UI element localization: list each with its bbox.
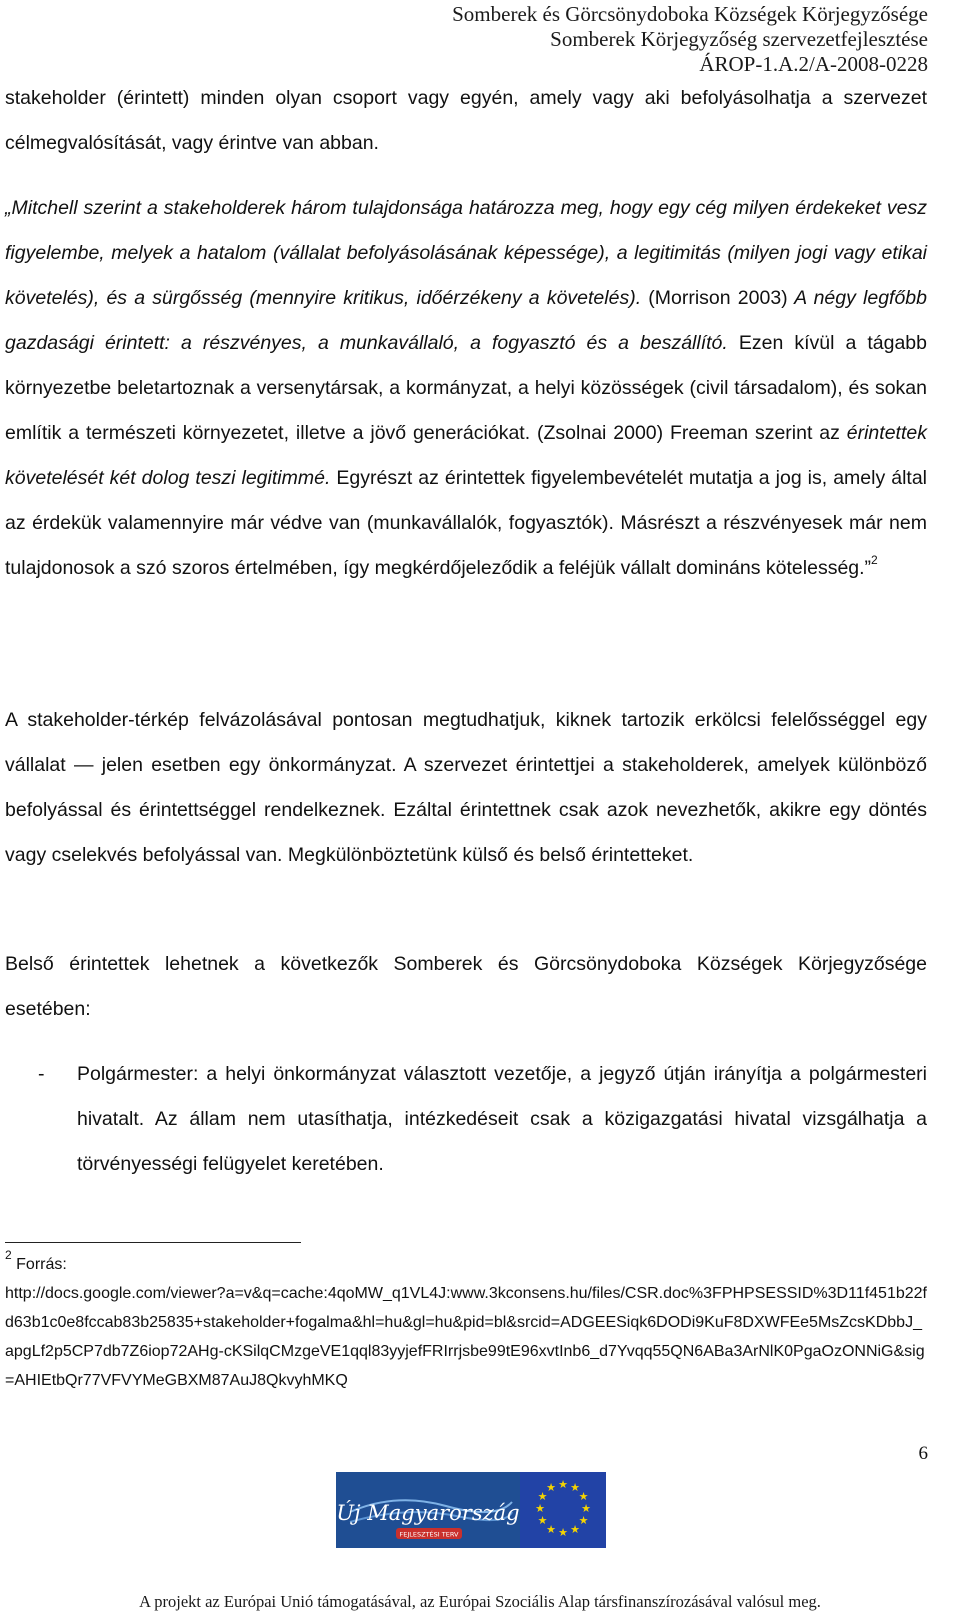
footnote (5, 1250, 930, 1395)
svg-text:★: ★ (570, 1481, 580, 1494)
uj-magyarorszag-logo-text: Új Magyarország (336, 1501, 520, 1525)
quote-paragraph (5, 186, 927, 591)
svg-text:★: ★ (578, 1490, 589, 1503)
svg-text:★: ★ (546, 1523, 556, 1536)
uj-magyarorszag-logo-subtext: FEJLESZTÉSI TERV (399, 1530, 459, 1539)
quote-part-c: A négy legfőbb gazdasági érintett: a részvényes, a munkavállaló, a fogyasztó és a beszállító. (5, 287, 927, 354)
footnote-number: 2 (5, 1248, 12, 1262)
page-footer: A projekt az Európai Unió támogatásával, az Európai Szociális Alap társfinanszírozásával valósul meg. (139, 1592, 821, 1611)
quote-part-g: Egyrészt az érintettek figyelembevételét mutatja a jog is, amely által az érdekük valamennyire már védve van (munkavállalók, fogyasztók). Másrészt a részvényesek már nem tulajdonosok a szó szoros értelmében, így megkérdőjeleződik a feléjük vállalt domináns kötelesség.” (5, 467, 927, 579)
bullet-marker: - (38, 1063, 45, 1085)
stakeholder-map-paragraph: A stakeholder-térkép felvázolásával pontosan megtudhatjuk, kiknek tartozik erkölcsi felelősséggel egy vállalat — jelen esetben egy önkormányzat. A szervezet érintettjei a stakeholderek, amelyek különböző befolyással és érintettséggel rendelkeznek. Ezáltal érintettnek csak azok nevezhetők, akikre egy döntés vagy cselekvés befolyással van. Megkülönböztetünk külső és belső érintetteket. (5, 709, 927, 866)
uj-magyarorszag-mark (336, 1472, 520, 1548)
bullet-item-polgarmester: Polgármester: a helyi önkormányzat választott vezetője, a jegyző útján irányítja a polgármesteri hivatalt. Az állam nem utasíthatja, intézkedéseit csak a közigazgatási hivatal vizsgálhatja a törvényességi felügyelet keretében. (77, 1063, 927, 1175)
svg-text:★: ★ (581, 1502, 591, 1515)
footnote-separator (5, 1242, 301, 1243)
uj-magyarorszag-logo (336, 1472, 520, 1548)
quote-part-d: Ezen kívül a tágabb környezetbe beletartoznak a versenytársak, a kormányzat, a helyi közösségek (civil társadalom), és sokan említik a természeti környezetet, illetve a jövő generációkat. (5, 332, 927, 444)
funding-logos (336, 1472, 606, 1548)
svg-text:★: ★ (546, 1481, 556, 1494)
footnote-label: Forrás: (16, 1256, 67, 1273)
svg-text:★: ★ (537, 1514, 548, 1527)
citation-zsolnai: (Zsolnai 2000) Freeman szerint az (537, 422, 840, 444)
eu-flag-logo (520, 1472, 606, 1548)
svg-text:★: ★ (535, 1502, 545, 1515)
header-line-3: ÁROP-1.A.2/A-2008-0228 (699, 52, 928, 76)
footnote-reference: 2 (871, 553, 878, 567)
header-line-2: Somberek Körjegyzőség szervezetfejlesztése (550, 27, 928, 51)
footnote-label-line (5, 1250, 930, 1279)
footnote-url[interactable]: http://docs.google.com/viewer?a=v&q=cache:4qoMW_q1VL4J:www.3kconsens.hu/files/CSR.doc%3FPHPSESSID%3D11f451b22fd63b1c0e8fccab83b25835+stakeholder+fogalma&hl=hu&gl=hu&pid=bl&srcid=ADGEESiqk6DODi9KuF8DXWFEe5MsZcsKDbbJ_apgLf2p5CP7db7Z6iop72AHg-cKSilqCMzgeVE1qql83yyjefFRIrrjsbe99tE96xvtInb6_d7Yvqq55QN6ABa3ArNlK0PgaOzONNiG&sig=AHIEtbQr77VFVYMeGBXM87AuJ8QkvyhMKQ (5, 1285, 927, 1389)
citation-morrison: (Morrison 2003) (648, 287, 788, 309)
svg-text:★: ★ (537, 1490, 548, 1503)
page-number: 6 (918, 1443, 928, 1464)
header-line-1: Somberek és Görcsönydoboka Községek Körjegyzősége (452, 2, 928, 26)
svg-text:★: ★ (578, 1514, 589, 1527)
internal-stakeholders-intro: Belső érintettek lehetnek a következők Somberek és Görcsönydoboka Községek Körjegyzősége esetében: (5, 953, 927, 1020)
svg-text:★: ★ (558, 1526, 568, 1539)
eu-stars-icon (520, 1472, 606, 1548)
intro-paragraph: stakeholder (érintett) minden olyan csoport vagy egyén, amely vagy aki befolyásolhatja a szervezet célmegvalósítását, vagy érintve van abban. (5, 87, 927, 154)
quote-part-f: érintettek követelését két dolog teszi legitimmé. (5, 422, 927, 489)
svg-text:★: ★ (558, 1478, 568, 1491)
quote-part-a: „Mitchell szerint a stakeholderek három tulajdonsága határozza meg, hogy egy cég milyen érdekeket vesz figyelembe, melyek a hatalom (vállalat befolyásolásának képessége), a legitimitás (milyen jogi vagy etikai követelés), és a sürgősség (mennyire kritikus, időérzékeny a követelés). (5, 197, 927, 309)
page-header (452, 2, 928, 77)
svg-text:★: ★ (570, 1523, 580, 1536)
